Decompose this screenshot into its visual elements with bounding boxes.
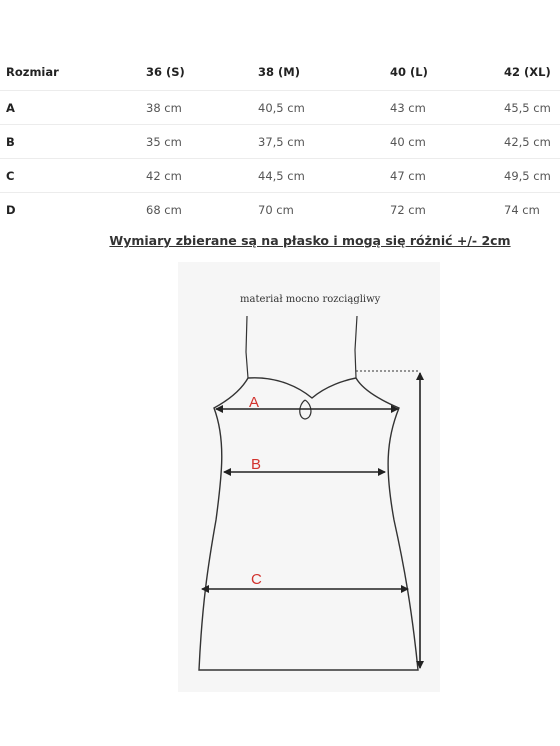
measurement-c-label: C xyxy=(251,571,262,588)
material-label: materiał mocno rozciągliwy xyxy=(240,294,381,305)
measurement-note: Wymiary zbierane są na płasko i mogą się różnić +/- 2cm xyxy=(109,233,511,248)
header-size-42: 42 (XL) xyxy=(504,65,551,79)
table-cell: 42,5 cm xyxy=(504,134,551,149)
dress-outline xyxy=(199,378,418,670)
header-size-36: 36 (S) xyxy=(146,65,185,79)
header-size-label: Rozmiar xyxy=(6,65,59,79)
header-size-38: 38 (M) xyxy=(258,65,300,79)
measurement-b-label: B xyxy=(251,456,262,473)
left-strap xyxy=(246,316,248,378)
table-cell: 42 cm xyxy=(146,168,182,183)
row-label: D xyxy=(6,202,16,217)
table-cell: 38 cm xyxy=(146,100,182,115)
row-label: B xyxy=(6,134,15,149)
table-cell: 35 cm xyxy=(146,134,182,149)
table-cell: 45,5 cm xyxy=(504,100,551,115)
table-cell: 70 cm xyxy=(258,202,294,217)
row-label: A xyxy=(6,100,15,115)
table-cell: 47 cm xyxy=(390,168,426,183)
table-cell: 40,5 cm xyxy=(258,100,305,115)
table-cell: 40 cm xyxy=(390,134,426,149)
table-cell: 72 cm xyxy=(390,202,426,217)
table-cell: 68 cm xyxy=(146,202,182,217)
table-cell: 37,5 cm xyxy=(258,134,305,149)
measurement-a-label: A xyxy=(249,394,260,411)
right-strap xyxy=(355,316,357,378)
table-cell: 74 cm xyxy=(504,202,540,217)
table-cell: 43 cm xyxy=(390,100,426,115)
straps xyxy=(246,316,357,378)
header-size-40: 40 (L) xyxy=(390,65,428,79)
row-label: C xyxy=(6,168,15,183)
table-cell: 44,5 cm xyxy=(258,168,305,183)
table-cell: 49,5 cm xyxy=(504,168,551,183)
